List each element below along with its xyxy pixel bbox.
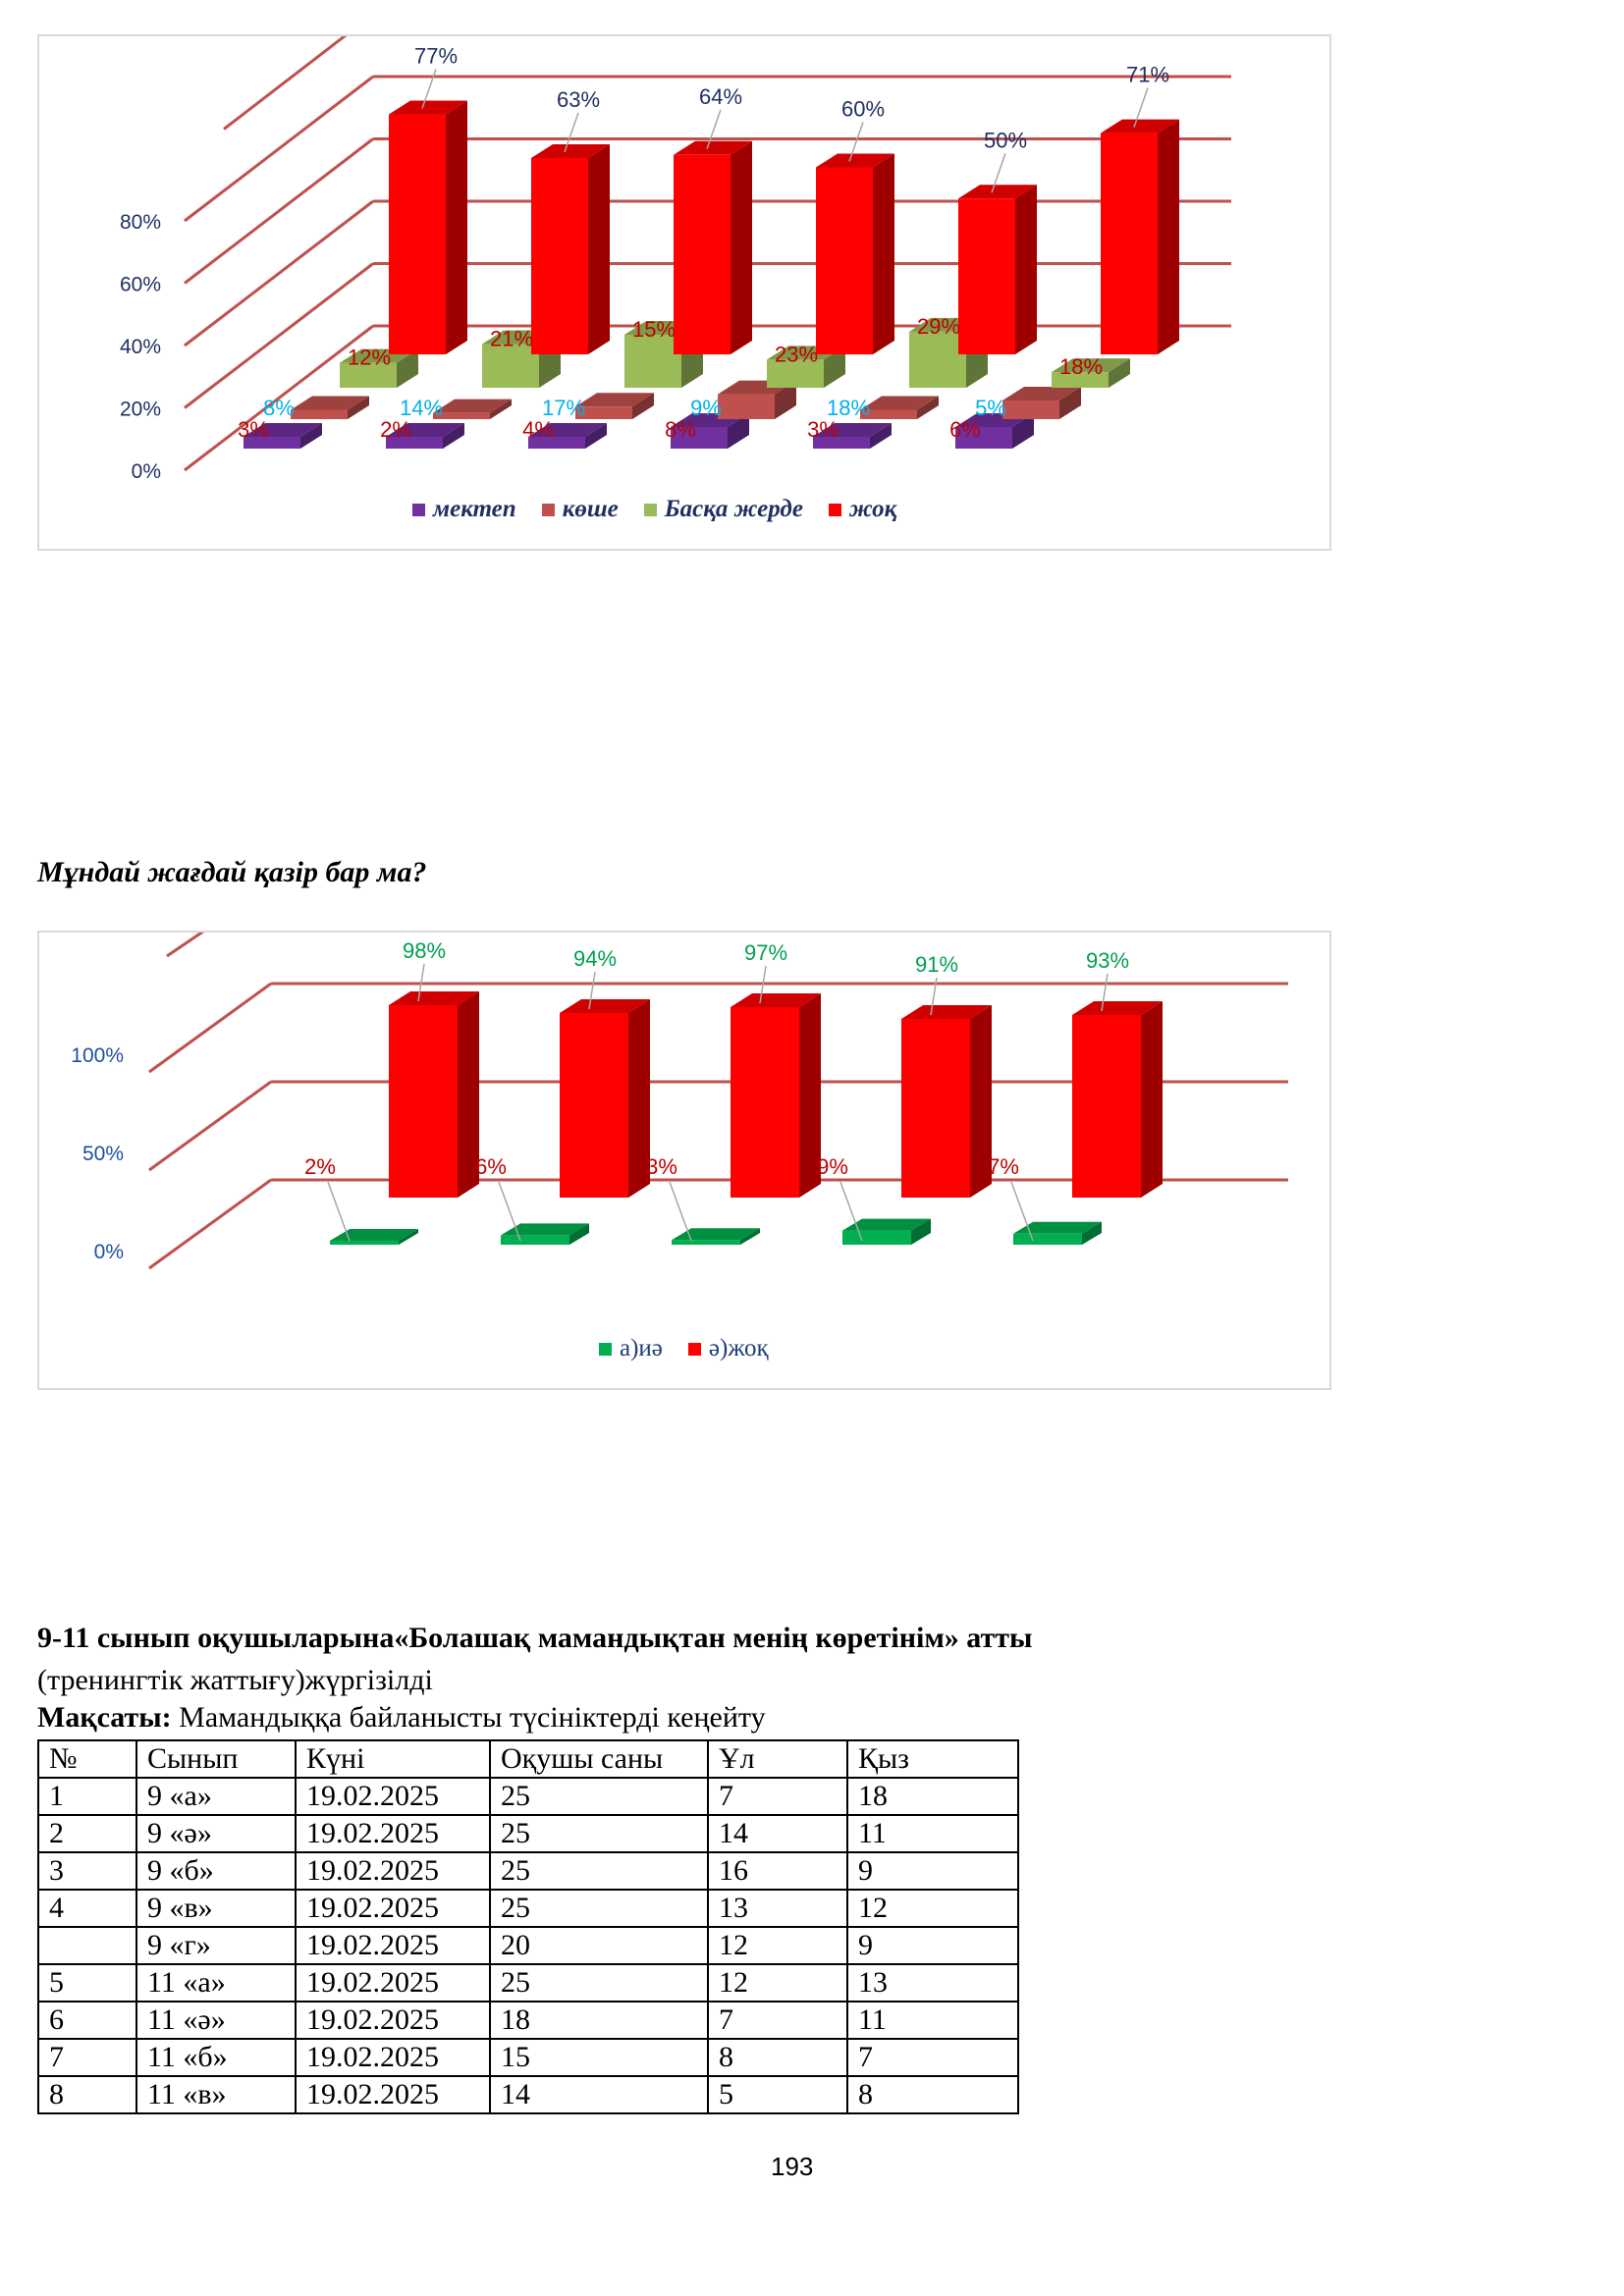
legend-label: ә)жоқ <box>708 1335 769 1362</box>
chart-1-legend <box>412 496 896 523</box>
data-label: 18% <box>1058 354 1104 380</box>
header-class: Сынып <box>136 1740 296 1778</box>
gridline-slant <box>149 984 271 1072</box>
table-cell: 20 <box>490 1927 708 1964</box>
data-label: 63% <box>556 86 601 112</box>
table-cell: 8 <box>708 2039 847 2076</box>
data-label: 8% <box>263 396 295 420</box>
table-cell: 12 <box>708 1964 847 2002</box>
table-cell: 13 <box>847 1964 1018 2002</box>
header-girls: Қыз <box>847 1740 1018 1778</box>
table-cell: 25 <box>490 1815 708 1852</box>
bar-ә)жоқ <box>560 999 650 1198</box>
table-row <box>38 1927 1018 1964</box>
gridline-slant <box>185 201 373 346</box>
data-label: 3% <box>807 417 839 442</box>
data-label: 71% <box>1125 62 1170 87</box>
table-cell: 3 <box>38 1852 136 1890</box>
table-row <box>38 2076 1018 2113</box>
table-cell: 1 <box>38 1778 136 1815</box>
bar-жоқ <box>389 101 467 354</box>
table-cell: 12 <box>708 1927 847 1964</box>
data-label: 4% <box>522 417 554 442</box>
bar-ә)жоқ <box>731 993 821 1198</box>
table-cell: 5 <box>708 2076 847 2113</box>
table-cell: 13 <box>708 1890 847 1927</box>
question-text: Мұндай жағдай қазір бар ма? <box>37 856 427 888</box>
table-cell: 9 <box>847 1927 1018 1964</box>
data-label: 91% <box>914 952 959 977</box>
data-label: 17% <box>541 396 586 420</box>
table-cell: 12 <box>847 1890 1018 1927</box>
table-header-row <box>38 1740 1018 1778</box>
data-label: 6% <box>475 1154 507 1179</box>
bar-а)иә <box>330 1229 418 1245</box>
table-cell: 11 «в» <box>136 2076 296 2113</box>
data-label: 7% <box>988 1154 1019 1179</box>
section-subheading: (тренингтік жаттығу)жүргізілді <box>37 1664 433 1696</box>
table-cell: 25 <box>490 1890 708 1927</box>
chart-1 <box>37 34 1331 551</box>
table-cell: 7 <box>708 1778 847 1815</box>
table-row <box>38 1815 1018 1852</box>
legend-label: мектеп <box>433 496 516 522</box>
header-number: № <box>38 1740 136 1778</box>
table-cell: 11 <box>847 1815 1018 1852</box>
legend-item <box>829 496 896 523</box>
data-label: 14% <box>399 396 444 420</box>
bar-жоқ <box>816 154 894 355</box>
table-cell: 19.02.2025 <box>296 2002 490 2039</box>
y-tick-label: 0% <box>93 1241 124 1263</box>
section-heading: 9-11 сынып оқушыларына«Болашақ мамандықтан менің көретінім» атты <box>37 1622 1033 1654</box>
y-tick-label: 100% <box>71 1044 124 1067</box>
leader-line <box>670 1182 691 1241</box>
data-label: 50% <box>983 128 1028 153</box>
table-row <box>38 1778 1018 1815</box>
table-cell: 19.02.2025 <box>296 1964 490 2002</box>
legend-label: а)иә <box>620 1335 663 1362</box>
legend-swatch <box>688 1343 701 1356</box>
y-tick-label: 20% <box>119 398 161 421</box>
table-cell: 6 <box>38 2002 136 2039</box>
data-label: 3% <box>238 417 269 442</box>
data-label: 98% <box>402 938 447 963</box>
chart-2-legend <box>599 1335 769 1362</box>
table-cell: 25 <box>490 1852 708 1890</box>
table-cell: 19.02.2025 <box>296 2076 490 2113</box>
data-label: 29% <box>916 313 961 339</box>
table-cell: 11 <box>847 2002 1018 2039</box>
y-tick-label: 50% <box>81 1143 124 1165</box>
data-label: 5% <box>975 396 1006 420</box>
table-cell: 14 <box>708 1815 847 1852</box>
legend-item <box>644 496 803 523</box>
bar-көше <box>1002 387 1081 419</box>
chart-2-plot <box>39 933 1329 1388</box>
bar-көше <box>433 400 512 419</box>
table-cell: 25 <box>490 1964 708 2002</box>
data-label: 77% <box>413 43 459 69</box>
legend-item <box>542 496 619 523</box>
legend-label: көше <box>562 496 619 522</box>
header-student-count: Оқушы саны <box>490 1740 708 1778</box>
data-label: 23% <box>774 342 819 367</box>
gridline-slant <box>185 139 373 284</box>
legend-swatch <box>599 1343 612 1356</box>
table-cell: 11 «ә» <box>136 2002 296 2039</box>
bar-жоқ <box>674 141 752 354</box>
table-row <box>38 1890 1018 1927</box>
bar-ә)жоқ <box>389 991 479 1198</box>
bar-ә)жоқ <box>901 1005 992 1198</box>
table-cell: 19.02.2025 <box>296 1778 490 1815</box>
legend-item <box>599 1335 663 1362</box>
table-cell: 7 <box>38 2039 136 2076</box>
table-cell: 18 <box>490 2002 708 2039</box>
table-row <box>38 2002 1018 2039</box>
table-cell: 25 <box>490 1778 708 1815</box>
data-label: 2% <box>304 1154 336 1179</box>
data-label: 18% <box>826 396 871 420</box>
header-date: Күні <box>296 1740 490 1778</box>
table-row <box>38 1964 1018 2002</box>
table-row <box>38 1852 1018 1890</box>
goal-line <box>37 1701 766 1735</box>
data-label: 94% <box>572 946 618 971</box>
gridline-slant <box>149 1082 271 1170</box>
table-cell: 2 <box>38 1815 136 1852</box>
table-cell: 8 <box>38 2076 136 2113</box>
legend-swatch <box>644 504 657 516</box>
y-tick-label: 40% <box>119 336 161 358</box>
gridline-slant <box>224 36 373 130</box>
data-label: 9% <box>690 396 722 420</box>
data-label: 12% <box>347 345 392 370</box>
bar-көше <box>860 396 939 419</box>
data-label: 9% <box>817 1154 848 1179</box>
table-cell: 8 <box>847 2076 1018 2113</box>
table-cell: 9 <box>847 1852 1018 1890</box>
data-label: 6% <box>949 417 981 442</box>
table-cell: 14 <box>490 2076 708 2113</box>
table-cell: 7 <box>708 2002 847 2039</box>
table-cell: 11 «а» <box>136 1964 296 2002</box>
training-table <box>37 1739 1019 2114</box>
bar-көше <box>291 396 369 419</box>
table-cell: 7 <box>847 2039 1018 2076</box>
header-boys: Ұл <box>708 1740 847 1778</box>
legend-item <box>688 1335 769 1362</box>
data-label: 64% <box>698 83 743 109</box>
data-label: 15% <box>631 317 677 343</box>
bar-а)иә <box>501 1223 589 1245</box>
legend-label: Басқа жерде <box>664 496 803 522</box>
leader-line <box>328 1182 350 1241</box>
table-cell: 9 «ә» <box>136 1815 296 1852</box>
gridline-slant <box>149 1180 271 1268</box>
chart-1-plot <box>39 36 1329 549</box>
data-label: 93% <box>1085 948 1130 973</box>
gridline-slant <box>167 933 271 956</box>
page-number: 193 <box>771 2152 814 2181</box>
data-label: 60% <box>840 96 886 122</box>
bar-жоқ <box>1101 120 1179 354</box>
table-cell: 19.02.2025 <box>296 1815 490 1852</box>
bar-ә)жоқ <box>1072 1001 1163 1198</box>
table-cell: 19.02.2025 <box>296 1927 490 1964</box>
table-cell: 9 «г» <box>136 1927 296 1964</box>
bar-а)иә <box>672 1228 760 1245</box>
data-label: 3% <box>646 1154 677 1179</box>
data-label: 2% <box>380 417 411 442</box>
legend-swatch <box>412 504 425 516</box>
data-label: 21% <box>489 326 534 351</box>
table-cell: 9 «б» <box>136 1852 296 1890</box>
legend-swatch <box>542 504 555 516</box>
table-cell: 19.02.2025 <box>296 1890 490 1927</box>
table-cell: 19.02.2025 <box>296 2039 490 2076</box>
data-label: 97% <box>743 940 788 965</box>
y-tick-label: 80% <box>119 211 161 234</box>
goal-text: Мамандыққа байланысты түсініктерді кеңейту <box>171 1701 766 1734</box>
table-cell: 15 <box>490 2039 708 2076</box>
gridline-slant <box>185 77 373 221</box>
goal-label: Мақсаты: <box>37 1701 172 1734</box>
legend-swatch <box>829 504 841 516</box>
y-tick-label: 0% <box>131 460 161 483</box>
table-cell: 18 <box>847 1778 1018 1815</box>
table-cell: 16 <box>708 1852 847 1890</box>
legend-item <box>412 496 516 523</box>
bar-көше <box>575 393 654 419</box>
table-cell: 9 «а» <box>136 1778 296 1815</box>
bar-жоқ <box>958 185 1037 354</box>
data-label: 8% <box>665 417 696 442</box>
table-cell: 11 «б» <box>136 2039 296 2076</box>
chart-2 <box>37 931 1331 1390</box>
table-cell: 5 <box>38 1964 136 2002</box>
table-cell <box>38 1927 136 1964</box>
legend-label: жоқ <box>848 496 897 522</box>
table-cell: 4 <box>38 1890 136 1927</box>
table-row <box>38 2039 1018 2076</box>
table-cell: 9 «в» <box>136 1890 296 1927</box>
bar-жоқ <box>531 144 610 354</box>
y-tick-label: 60% <box>119 273 161 296</box>
table-cell: 19.02.2025 <box>296 1852 490 1890</box>
